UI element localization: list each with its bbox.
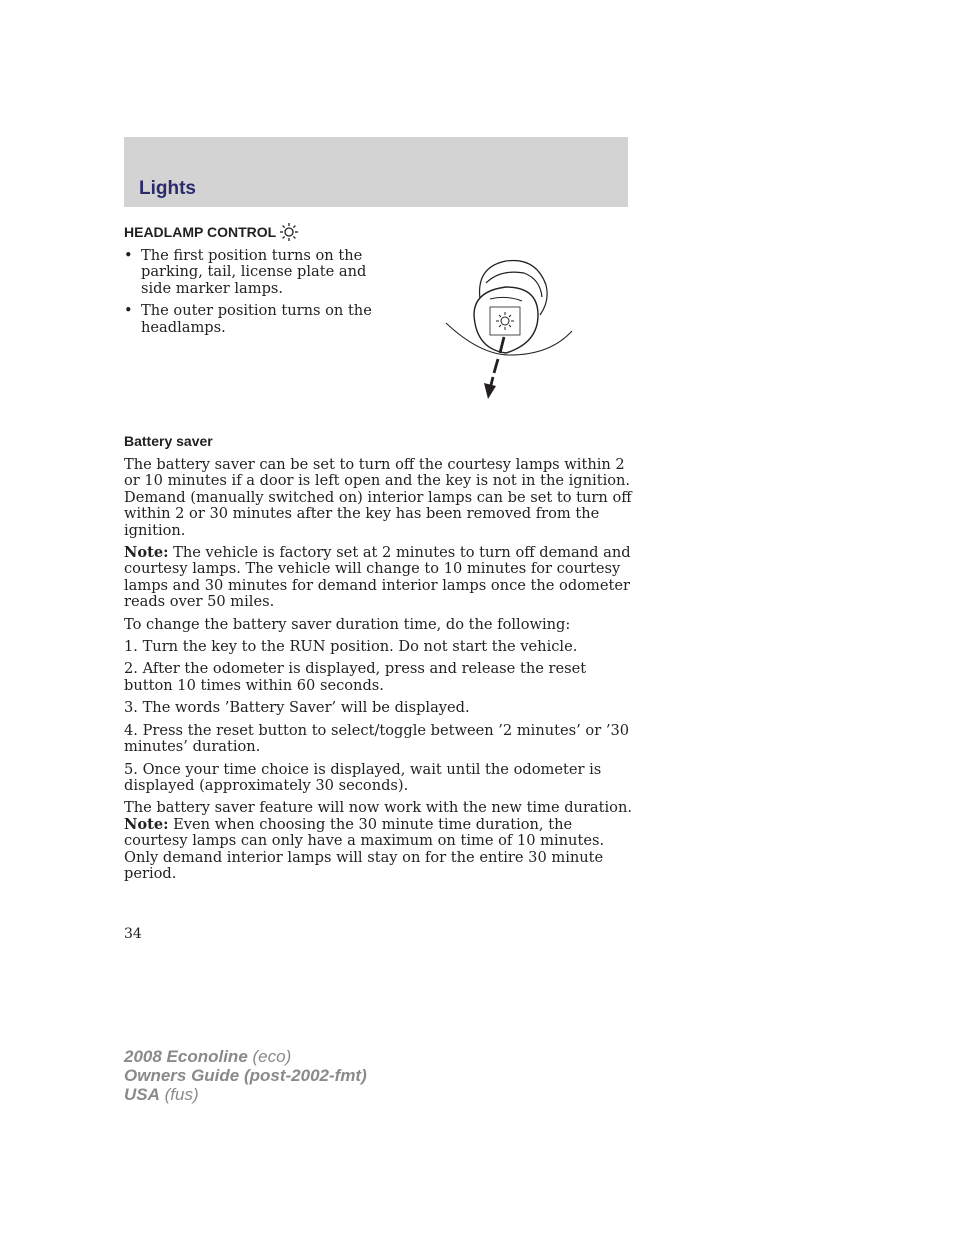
footer-model: 2008 Econoline — [124, 1047, 248, 1066]
step-item: 1. Turn the key to the RUN position. Do not start the vehicle. — [124, 638, 578, 656]
footer-line — [124, 1085, 367, 1104]
paragraph: The battery saver can be set to turn off the courtesy lamps within 2 or 10 minutes if a door is left open and the key is not in the ignition. Demand (manually switched on) interior lamps can be set to turn off within 2 or 30 minutes after the key has been removed from the ignition. — [124, 456, 632, 539]
paragraph: The battery saver feature will now work with the new time duration. — [124, 799, 632, 817]
bullet-text: The outer position turns on the headlamps. — [141, 302, 372, 336]
list-item — [124, 303, 374, 336]
headlamp-control-heading — [124, 222, 299, 242]
note-paragraph — [124, 817, 634, 883]
footer-line — [124, 1066, 367, 1085]
page-number: 34 — [124, 926, 142, 942]
paragraph: To change the battery saver duration time, do the following: — [124, 615, 571, 633]
section-title: Lights — [139, 178, 196, 199]
note-text: Even when choosing the 30 minute time duration, the courtesy lamps can only have a maximum on time of 10 minutes. Only demand interior lamps will stay on for the entire 30 minute period. — [124, 815, 605, 882]
step-item: 4. Press the reset button to select/toggle between ’2 minutes’ or ’30 minutes’ duration. — [124, 721, 630, 756]
section-header-band — [124, 137, 628, 207]
headlamp-switch-illustration — [440, 255, 580, 403]
list-item — [124, 248, 374, 297]
note-label: Note: — [124, 815, 169, 833]
footer-region-code: (fus) — [159, 1085, 199, 1104]
footer-model-code: (eco) — [247, 1047, 292, 1066]
step-item: 5. Once your time choice is displayed, wait until the odometer is displayed (approximately 30 seconds). — [124, 760, 602, 794]
note-paragraph — [124, 545, 634, 611]
step-item: 3. The words ’Battery Saver’ will be displayed. — [124, 699, 470, 717]
note-text: The vehicle is factory set at 2 minutes to turn off demand and courtesy lamps. The vehicle will change to 10 minutes for courtesy lamps and 30 minutes for demand interior lamps once the odometer reads over 50 miles. — [124, 544, 631, 611]
headlamp-bullet-list — [124, 248, 374, 342]
note-label: Note: — [124, 544, 169, 562]
headlamp-sun-icon — [279, 222, 299, 242]
footer-region: USA — [124, 1085, 160, 1104]
bullet-dot: • — [124, 247, 133, 264]
battery-saver-body — [124, 457, 634, 888]
footer-line — [124, 1047, 367, 1066]
headlamp-control-title: HEADLAMP CONTROL — [124, 224, 277, 240]
bullet-text: The first position turns on the parking, tail, license plate and side marker lamps. — [141, 247, 367, 297]
bullet-dot: • — [124, 302, 133, 320]
battery-saver-heading: Battery saver — [124, 433, 213, 449]
document-footer — [124, 1047, 367, 1104]
footer-guide: Owners Guide (post-2002-fmt) — [124, 1066, 367, 1085]
step-item: 2. After the odometer is displayed, press and release the reset button 10 times within 60 seconds. — [124, 660, 587, 694]
